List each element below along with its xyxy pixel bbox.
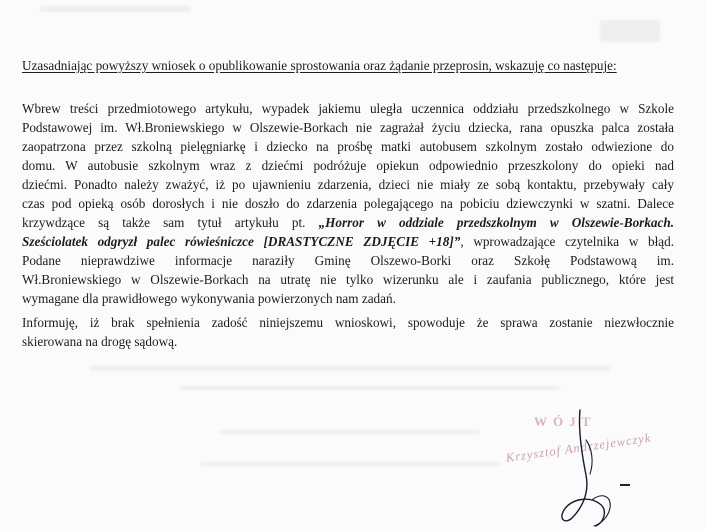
text-line: Podstawowej im. Wł.Broniewskiego w Olszewie-Borkach nie zagrażał życiu dziecka, rana opuszka palca została (22, 120, 674, 135)
handwritten-signature (520, 400, 670, 529)
text-line: wymagane dla prawidłowego wykonywania powierzonych nam zadań. (22, 291, 396, 306)
text-line: domu. W autobusie szkolnym wraz z dziećmi podróżuje opiekun odpowiednio przeszkolony do opieki nad (22, 158, 674, 173)
article-title-part1: „Horror w oddziale przedszkolnym w Olszewie-Borkach. (318, 215, 674, 230)
signature-dash (620, 484, 630, 486)
stamp-title: WÓJT (534, 414, 597, 429)
text-line: czas pod opieką osób dorosłych i nie doszło do zdarzenia polegającego na pobiciu dziewczynki w szatni. Dalece (22, 196, 674, 211)
text-line-article-title (22, 213, 674, 232)
paragraph-justification (22, 99, 674, 308)
text-line: Podane nieprawdziwe informacje naraziły Gminę Olszewo-Borki oraz Szkołę Podstawową im. (22, 253, 674, 268)
text-fragment: krzywdzące są także sam tytuł artykułu pt. (22, 215, 319, 230)
text-line: zaopatrzona przez szkolną pielęgniarkę i dziecko na prośbę matki autobusem szkolnym zostało odwiezione do (22, 139, 674, 154)
text-fragment: , wprowadzające czytelnika w błąd. (460, 234, 674, 249)
text-line: Wbrew treści przedmiotowego artykułu, wypadek jakiemu uległa uczennica oddziału przedszkolnego w Szkole (22, 101, 674, 116)
scan-artifact (600, 20, 660, 42)
text-line: skierowana na drogę sądową. (22, 334, 178, 349)
scan-artifact (180, 386, 560, 390)
scan-artifact (90, 366, 610, 371)
paragraph-notice (22, 313, 674, 351)
text-line: Wł.Broniewskiego w Olszewie-Borkach na utratę nie tylko wizerunku ale i zaufania publicznego, które jest (22, 272, 674, 287)
stamp-name: Krzysztof Andrzejewczyk (504, 430, 653, 465)
scan-artifact (200, 462, 500, 466)
text-line: dziećmi. Ponadto należy zważyć, iż po ujawnieniu zdarzenia, dzieci nie miały ze sobą kontaktu, przebywały cały (22, 177, 674, 192)
article-title-part2: Sześciolatek odgryzł palec rówieśniczce [DRASTYCZNE ZDJĘCIE +18]” (22, 234, 461, 249)
scan-artifact (220, 430, 480, 434)
text-line-article-title (22, 232, 674, 251)
text-line: Informuję, iż brak spełnienia zadość niniejszemu wnioskowi, spowoduje że sprawa zostanie niezwłocznie (22, 315, 674, 330)
section-heading: Uzasadniając powyższy wniosek o opublikowanie sprostowania oraz żądanie przeprosin, wskazuję co następuje: (22, 58, 617, 73)
scan-artifact (40, 6, 190, 12)
